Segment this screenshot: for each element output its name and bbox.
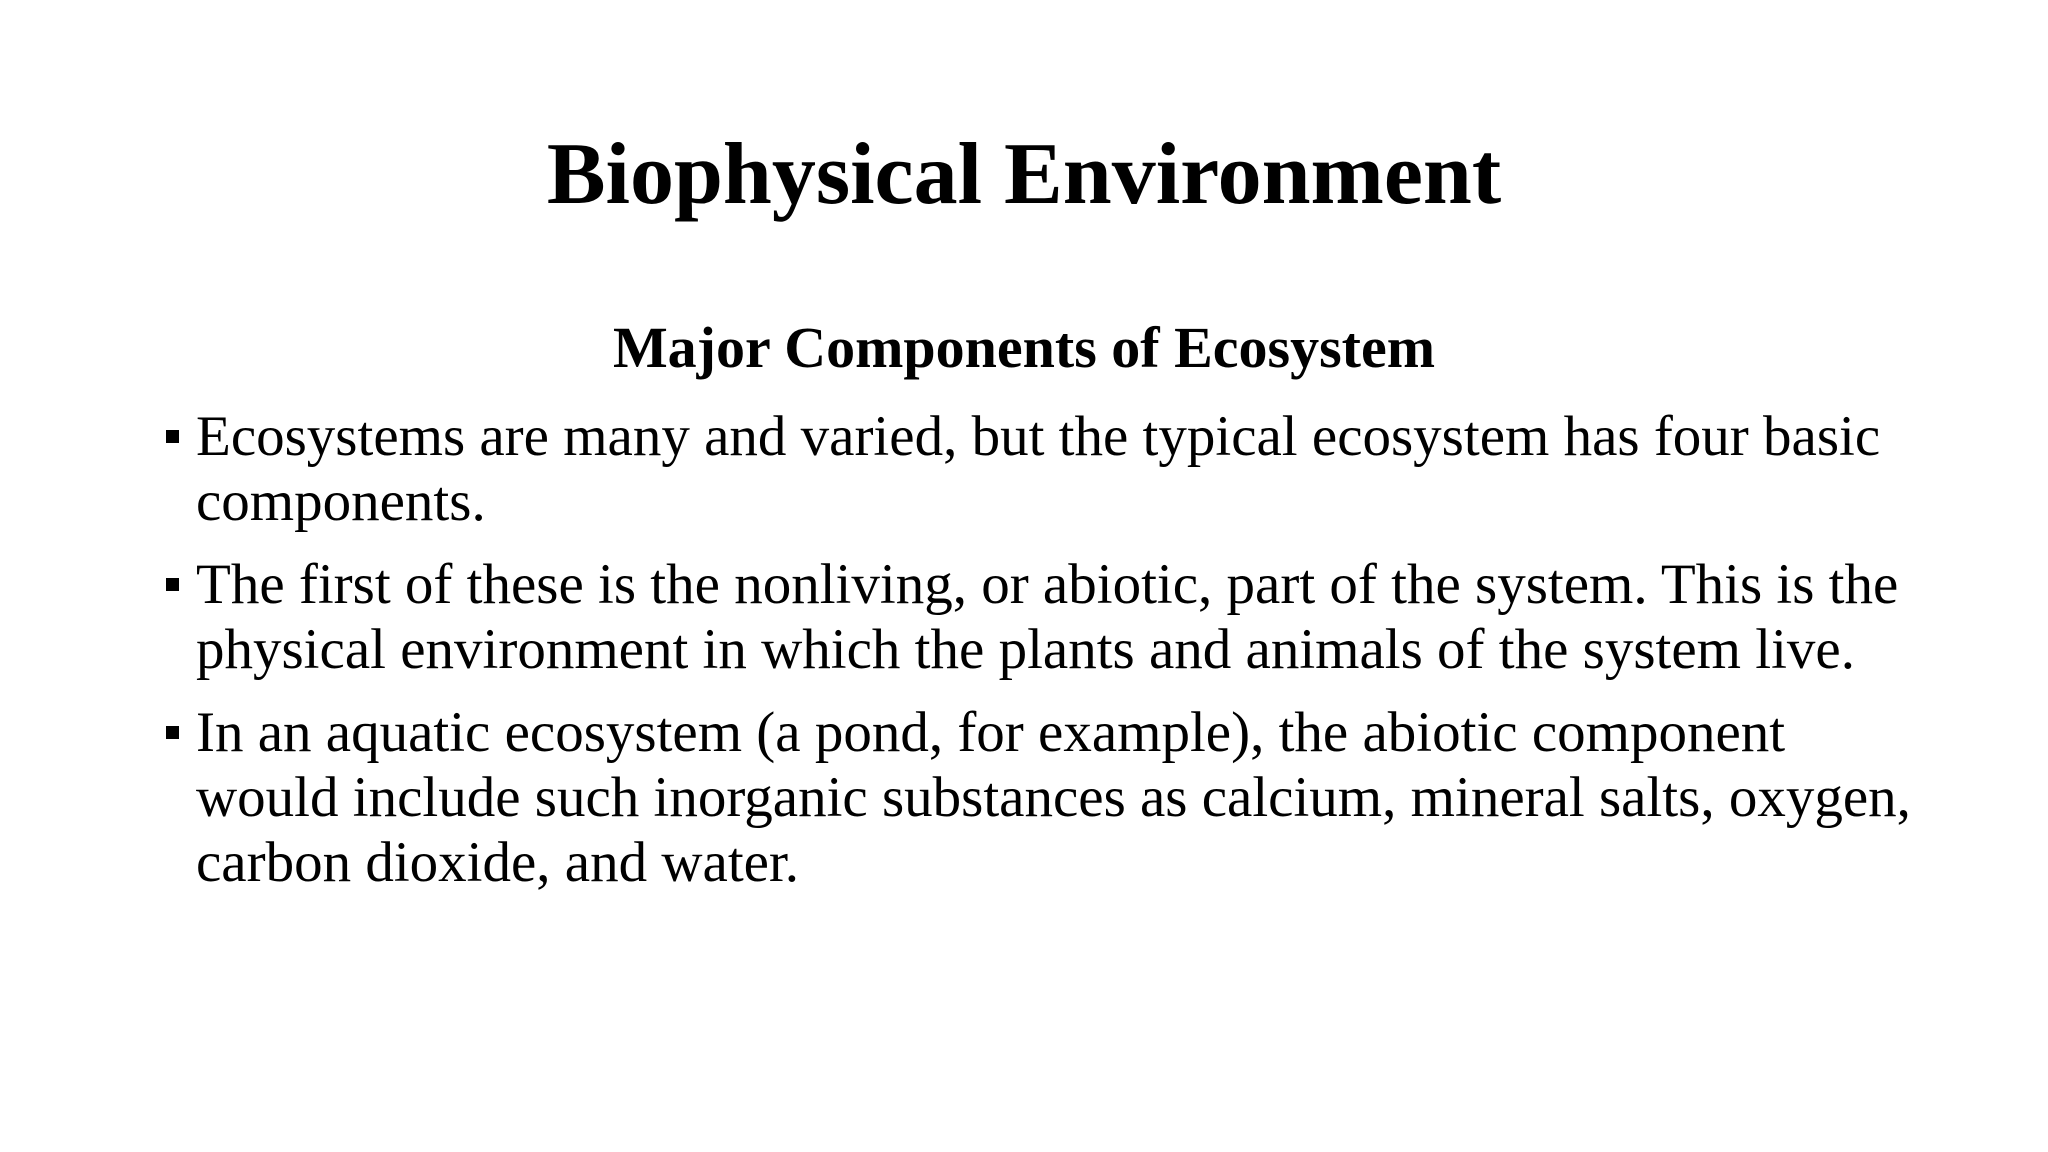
square-bullet-icon: [166, 430, 179, 443]
bullet-text: The first of these is the nonliving, or abiotic, part of the system. This is the physical environment in which the plants and animals of the system live.: [196, 553, 1899, 681]
bullet-item: [160, 700, 1920, 895]
square-bullet-icon: [166, 578, 179, 591]
bullet-text: Ecosystems are many and varied, but the typical ecosystem has four basic components.: [196, 405, 1881, 533]
bullet-list: [160, 404, 1920, 913]
bullet-text: In an aquatic ecosystem (a pond, for example), the abiotic component would include such inorganic substances as calcium, mineral salts, oxygen, carbon dioxide, and water.: [196, 701, 1911, 894]
slide-subtitle: Major Components of Ecosystem: [612, 315, 1436, 380]
square-bullet-icon: [166, 726, 179, 739]
bullet-item: [160, 552, 1920, 682]
slide-title: Biophysical Environment: [546, 126, 1502, 223]
bullet-item: [160, 404, 1920, 534]
